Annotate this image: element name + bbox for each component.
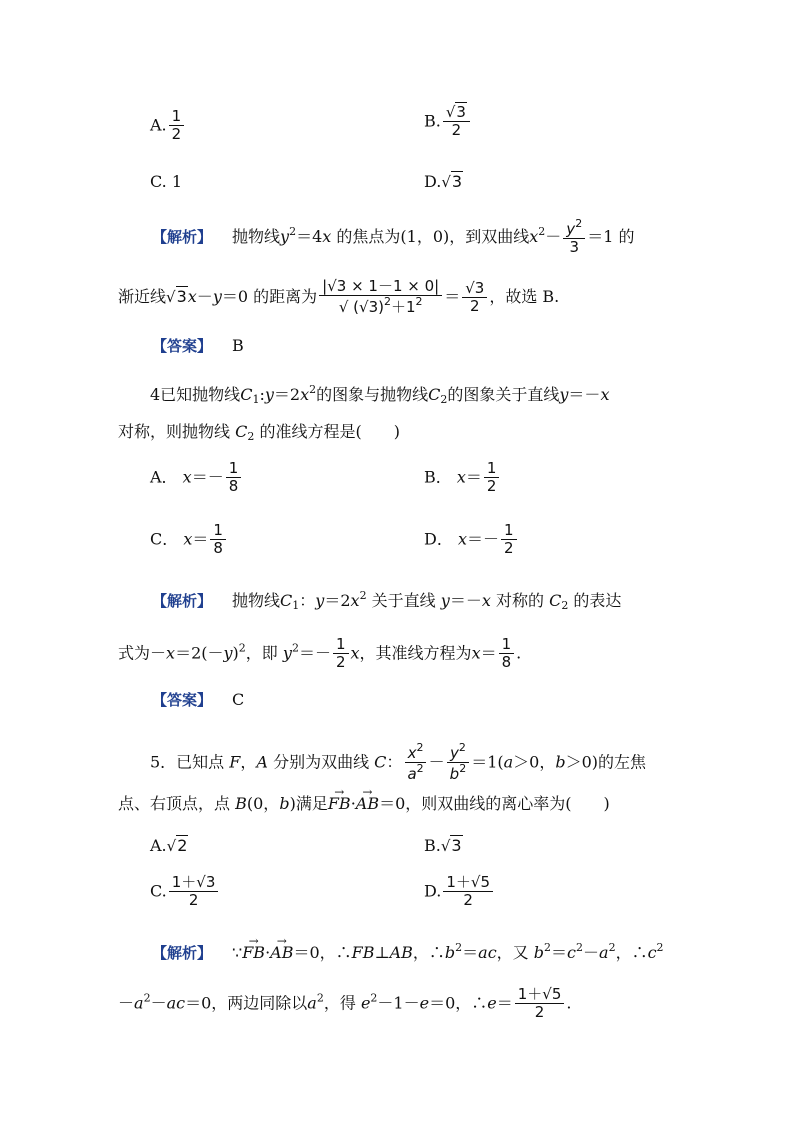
q5-analysis-line-1: 【解析】 ∵→ FB·→ AB＝0，∴FB⊥AB，$\therefore b^2=ac$，又 $b^2=c^2-a^2$，$\therefore c^2$	[118, 936, 676, 965]
q4-answer: 【答案】 C	[152, 690, 245, 709]
q3-option-d: D.√3	[424, 172, 463, 191]
q4-option-c: C． x＝ $\frac{1}{8}$	[150, 522, 228, 558]
q3-analysis-line-2: 渐近线√3x－y＝0 的距离为 $\frac{|√3 \times 1-1 \times 0|}{√ (√3)^2+1^2}$ ＝ $\frac{√3}{2}$ ，故选 B.	[118, 277, 560, 317]
analysis-tag: 【解析】	[152, 592, 213, 610]
answer-tag: 【答案】	[152, 691, 213, 709]
q4-option-b: B． x＝ $\frac{1}{2}$	[424, 460, 501, 496]
q4-stem-line-2: 对称，则抛物线 $C_2$ 的准线方程是( )	[118, 422, 400, 443]
q5-stem-line-1: 5．已知点 F，A 分别为双曲线 C： $\frac{x^2}{a^2}$ － $\frac{y^2}{b^2}$ ＝1(a＞0，b＞0)的左焦	[150, 741, 647, 784]
q5-stem-line-2: 点、右顶点，点 B(0，b)满足→ FB·→ AB＝0，则双曲线的离心率为( )	[118, 792, 676, 816]
q3-answer: 【答案】 B	[152, 336, 244, 355]
q3-option-c: C. 1	[150, 172, 183, 191]
q3-option-a: A. $\frac{1}{2}$	[150, 108, 186, 144]
q4-analysis-line-2: 式为$-x=2(-y)^2$，即 $y^2=-$ $\frac{1}{2}$ x，其准线方程为x＝ $\frac{1}{8}$ .	[118, 635, 522, 672]
analysis-tag: 【解析】	[152, 227, 213, 246]
q5-option-d: D. $\frac{1+√5}{2}$	[424, 874, 495, 910]
q5-option-b: B.√3	[424, 836, 462, 855]
answer-tag: 【答案】	[152, 337, 213, 355]
q4-option-a: A． x＝－ $\frac{1}{8}$	[150, 460, 243, 496]
analysis-tag: 【解析】	[152, 944, 213, 962]
q5-option-c: C. $\frac{1+√3}{2}$	[150, 874, 220, 910]
q3-analysis-line-1: 【解析】 抛物线$y^2=4x$ 的焦点为(1，0)，到双曲线$x^2-$ $\frac{y^2}{3}$ ＝1 的	[152, 217, 635, 257]
q3-option-b: B. $\frac{√3}{2}$	[424, 104, 472, 140]
q4-stem-line-1: 4已知抛物线$C_1:y=2x^2$的图象与抛物线$C_2$的图象关于直线y＝－x	[150, 383, 610, 406]
q4-option-d: D． x＝－ $\frac{1}{2}$	[424, 522, 519, 558]
q5-analysis-line-2: $-a^2-ac=0$，两边同除以$a^2$，得 $e^2-1-e=0$，∴e＝ $\frac{1+√5}{2}$ .	[118, 985, 572, 1022]
q4-analysis-line-1: 【解析】 抛物线$C_1$：$y=2x^2$ 关于直线 y＝－x 对称的 $C_2$ 的表达	[152, 589, 622, 612]
q5-option-a: A.√2	[150, 836, 188, 855]
